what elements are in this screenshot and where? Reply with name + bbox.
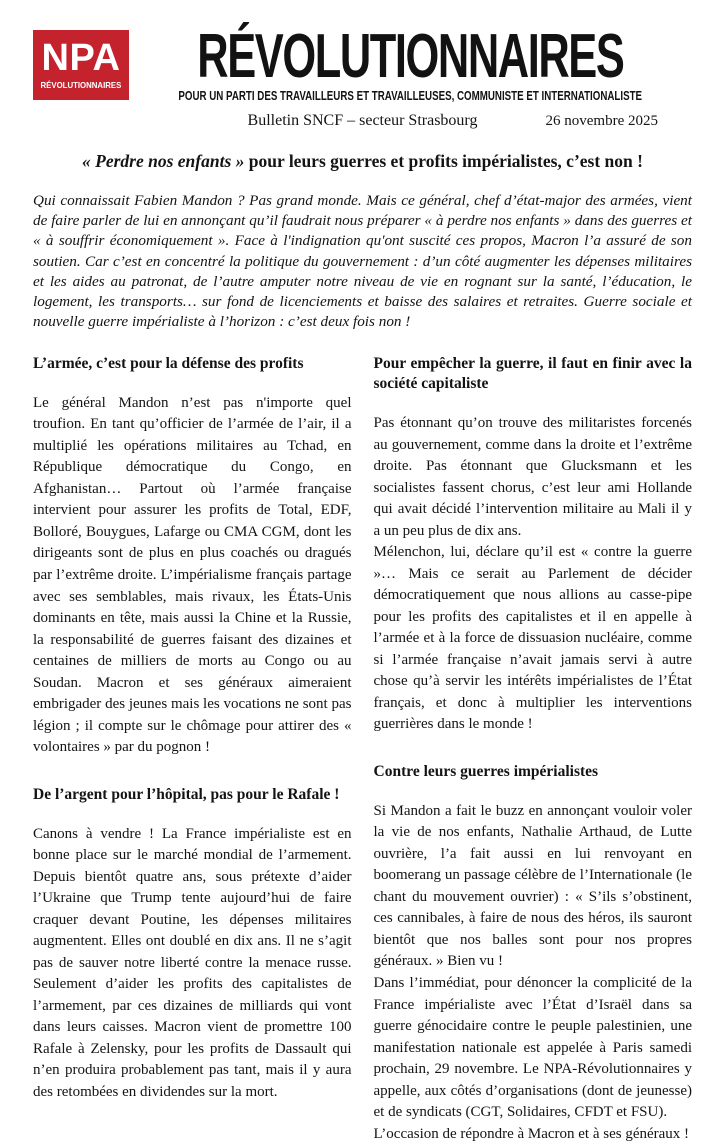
masthead-tagline: POUR UN PARTI DES TRAVAILLEURS ET TRAVAILLEUSES, COMMUNISTE ET INTERNATIONALISTE — [178, 89, 643, 103]
section-body — [374, 801, 693, 1145]
intro-paragraph: Qui connaissait Fabien Mandon ? Pas grand monde. Mais ce général, chef d’état-major des armées, vient de faire parler de lui en annonçant qu’il faudrait nous préparer « à perdre nos enfants » dans des guerres et « à souffrir économiquement ». Face à l'indignation qu'ont suscité ces propos, Macron l’a assuré de son soutien. Car c’est en concentré la politique du gouvernement : d’un côté augmenter les dépenses militaires et les aides au patronat, de l’autre amputer notre niveau de vie en rognant sur la santé, l’éducation, le logement, les transports… sur fond de licenciements et baisse des salaires et retraites. Guerre sociale et nouvelle guerre impérialiste à l’horizon : c’est deux fois non ! — [33, 192, 692, 331]
headline — [33, 151, 692, 172]
masthead-title: RÉVOLUTIONNAIRES — [197, 22, 624, 91]
section-empecher-guerre — [374, 354, 693, 736]
section-paragraph: L’occasion de répondre à Macron et à ses généraux ! — [373, 1125, 690, 1142]
section-paragraph: Le général Mandon n’est pas n'importe quel troufion. En tant qu’officier de l’armée de l’air, il a multiplié les opérations militaires au Tchad, en République démocratique du Congo, en Afghanistan… Partout où l’armée française intervient pour assurer les profits de Total, EDF, Bolloré, Bouygues, Lafarge ou CMA CGM, dont les dirigeants sont de plus en plus coachés ou dragués par l’extrême droite. L’impérialisme français partage avec ses semblables, mais rivaux, les États-Unis dominants en tête, mais aussi la Chine et la Russie, la responsabilité de guerres faisant des dizaines et centaines de milliers de morts au Congo ou au Soudan. Macron et ses généraux aimeraient embrigader des jeunes mais les vocations ne sont pas légion ; il compte sur le chômage pour attirer des « volontaires » par du pognon ! — [33, 394, 352, 756]
section-heading: Contre leurs guerres impérialistes — [373, 762, 599, 780]
headline-quoted: « Perdre nos enfants » — [82, 151, 245, 171]
section-paragraph: Canons à vendre ! La France impérialiste est en bonne place sur le marché mondial de l’armement. Depuis bientôt quatre ans, sous prétexte d’aider l’Ukraine que Trump tente aujourd’hui de faire craquer devant Poutine, les dépenses militaires augmentent. Elles ont doublé en dix ans. Il ne s’agit pas de sauver notre liberté contre la menace russe. Seulement d’aider les profits des capitalistes de l’armement, par ces dizaines de milliards qui vont dans leurs caisses. Macron vient de promettre 100 Rafale à Zelensky, pour les profits de Dassault qui n’en produira probablement pas tant, mais il y aura des retombées en dividendes sur la mort. — [33, 825, 352, 1100]
bulletin-row — [33, 112, 692, 130]
section-heading: L’armée, c’est pour la défense des profits — [33, 354, 304, 372]
article-columns — [33, 348, 692, 1145]
section-body — [33, 393, 352, 759]
section-body — [33, 824, 352, 1104]
section-argent-hopital — [33, 785, 352, 1104]
npa-logo-subtext: RÉVOLUTIONNAIRES — [40, 79, 122, 90]
right-column — [374, 348, 693, 1145]
headline-rest: pour leurs guerres et profits impérialistes, c’est non ! — [244, 151, 643, 171]
masthead-right — [129, 22, 692, 103]
section-paragraph: Mélenchon, lui, déclare qu’il est « contre la guerre »… Mais ce serait au Parlement de décider démocratiquement que nous allions au casse-pipe pour les profits des capitalistes et il en appelle à l’armée et à la force de dissuasion nucléaire, comme si l’armée française n’avait jamais servi à autre chose qu’à servir les intérêts impérialistes de l’État français, et donc à multiplier les interventions guerrières dans le monde ! — [373, 544, 692, 733]
section-armee — [33, 354, 352, 759]
npa-logo — [33, 30, 129, 100]
section-paragraph: Dans l’immédiat, pour dénoncer la complicité de la France impérialiste avec l’État d’Israël dans sa guerre génocidaire contre le peuple palestinien, une manifestation nationale est appelée à Paris samedi prochain, 29 novembre. Le NPA-Révolutionnaires y appelle, aux côtés d’organisations (dont de jeunesse) et de syndicats (CGT, Solidaires, CFDT et FSU). — [373, 975, 692, 1121]
section-paragraph: Si Mandon a fait le buzz en annonçant vouloir voler la vie de nos enfants, Nathalie Arthaud, de Lutte ouvrière, l’a fait aussi en lui renvoyant en boomerang un passage célèbre de l’Internationale (le chant du mouvement ouvrier) : « S’ils s’obstinent, ces cannibales, à faire de nous des héros, ils sauront bientôt que nos balles sont pour nos propres généraux. » Bien vu ! — [373, 802, 692, 970]
section-body — [374, 413, 693, 736]
section-paragraph: Pas étonnant qu’on trouve des militaristes forcenés au gouvernement, comme dans la droite et l’extrême droite. Pas étonnant que Glucksmann et les socialistes fassent chorus, c’est leur ami Hollande qui avait décidé l’intervention militaire au Mali il y a un peu plus de dix ans. — [373, 415, 692, 539]
left-column — [33, 348, 352, 1145]
section-heading: De l’argent pour l’hôpital, pas pour le Rafale ! — [33, 785, 340, 803]
section-heading: Pour empêcher la guerre, il faut en finir avec la société capitaliste — [373, 354, 692, 392]
npa-logo-text: NPA — [41, 37, 121, 80]
masthead — [33, 22, 692, 103]
bulletin-label: Bulletin SNCF – secteur Strasbourg — [247, 112, 478, 129]
section-contre-guerres — [374, 762, 693, 1145]
bulletin-date: 26 novembre 2025 — [545, 113, 658, 129]
